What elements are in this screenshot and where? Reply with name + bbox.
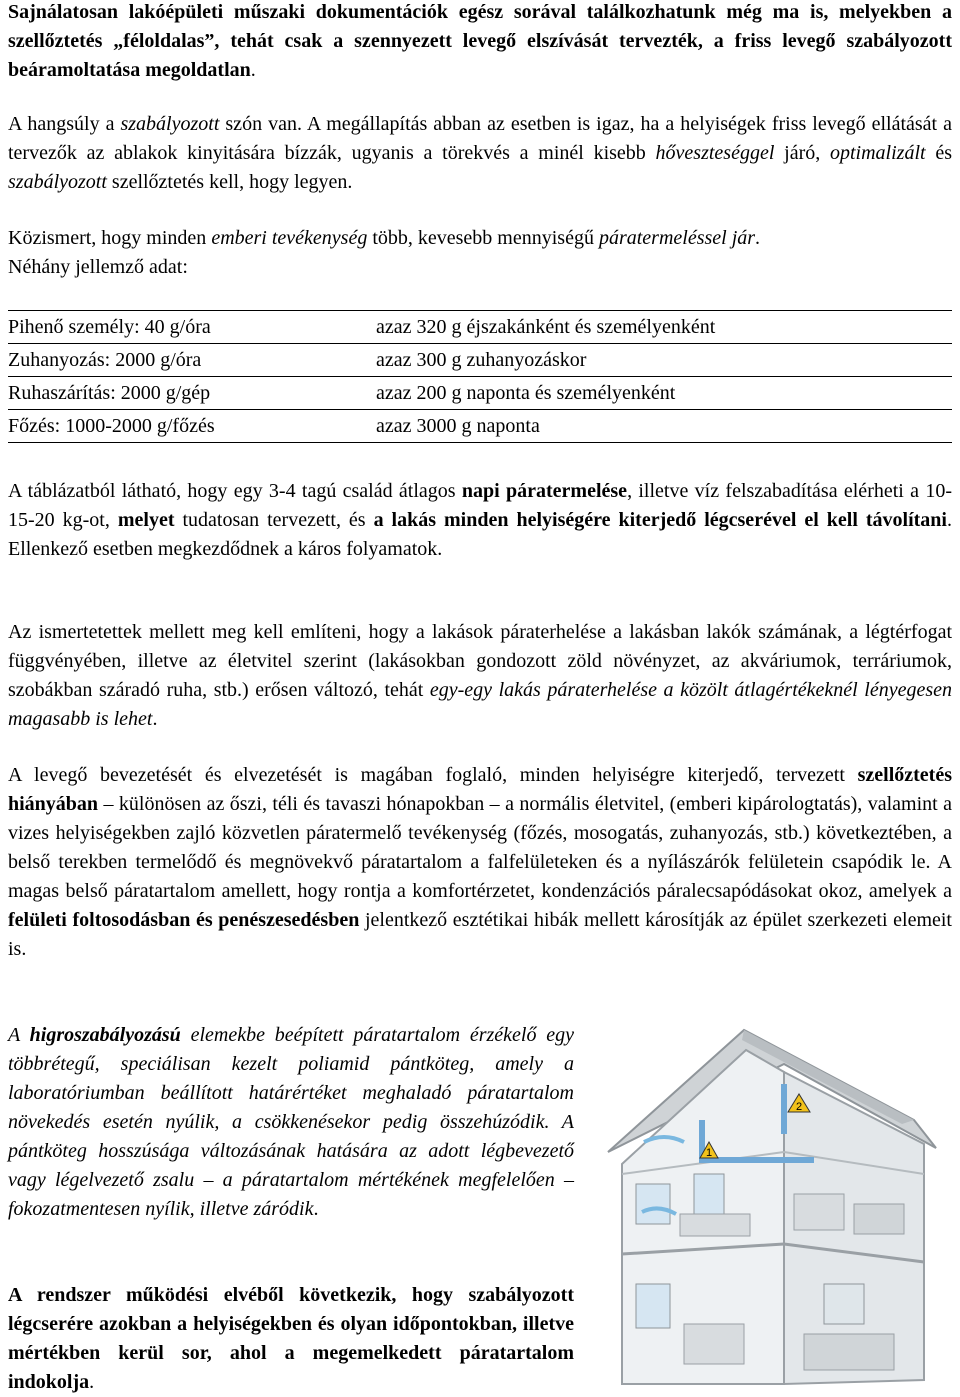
table-cell: Főzés: 1000-2000 g/főzés — [8, 410, 376, 443]
table-row — [8, 311, 952, 344]
marker-1-label: 1 — [705, 1147, 713, 1159]
house-ventilation-illustration — [584, 1024, 952, 1390]
table-summary-paragraph: A táblázatból látható, hogy egy 3-4 tagú család átlagos napi páratermelése, illetve víz felszabadítása elérheti a 10-15-20 kg-ot, melyet tudatosan tervezett, és a lakás minden helyiségére kiterjedő légcserével el kell távolítani. Ellenkező esetben megkezdődnek a káros folyamatok. — [8, 480, 952, 560]
table-cell: Pihenő személy: 40 g/óra — [8, 311, 376, 344]
moisture-paragraph: Közismert, hogy minden emberi tevékenység több, kevesebb mennyiségű páratermeléssel jár. Néhány jellemző adat: — [8, 227, 761, 278]
load-paragraph: Az ismertetettek mellett meg kell említeni, hogy a lakások páraterhelése a lakásban lakók számának, a légtérfogat függvényében, illetve az életvitel szerint (lakásokban gondozott zöld növényzet, az akváriumok, terráriumok, szobákban száradó ruha, stb.) erősen változó, tehát egy-egy lakás páraterhelése a közölt átlagértékeknél lényegesen magasabb is lehet. — [8, 621, 952, 730]
table-cell: azaz 300 g zuhanyozáskor — [376, 344, 952, 377]
marker-2-label: 2 — [795, 1101, 803, 1113]
table-cell: azaz 320 g éjszakánként és személyenként — [376, 311, 952, 344]
table-row — [8, 344, 952, 377]
emphasis-paragraph: A hangsúly a szabályozott szón van. A megállapítás abban az esetben is igaz, ha a helyiségek friss levegő ellátását a tervezők az ablakok kinyitására bízzák, ugyanis a törekvés a minél kisebb hőveszteséggel járó, optimalizált és szabályozott szellőztetés kell, hogy legyen. — [8, 113, 953, 193]
moisture-table — [8, 310, 952, 443]
ventilation-paragraph: A levegő bevezetését és elvezetését is magában foglaló, minden helyiségre kiterjedő, tervezett szellőztetés hiányában – különösen az őszi, téli és tavaszi hónapokban – a normális életvitel, (emberi kipárologtatás), valamint a vizes helyiségekben zajló közvetlen páratermelő tevékenység (főzés, mosogatás, zuhanyozás, stb.) következtében, a belső terekben termelődő és megnövekvő páratartalom a falfelületeken és a nyílászárók felületein csapódik le. A magas belső páratartalom amellett, hogy rontja a komfortérzetet, kondenzációs páralecsapódásokat okoz, amelyek a felületi foltosodásban és penészesedésben jelentkező esztétikai hibák mellett károsítják az épület szerkezeti elemeit is. — [8, 764, 952, 960]
table-cell: azaz 3000 g naponta — [376, 410, 952, 443]
table-cell: azaz 200 g naponta és személyenként — [376, 377, 952, 410]
table-row — [8, 410, 952, 443]
intro-paragraph: Sajnálatosan lakóépületi műszaki dokumentációk egész sorával találkozhatunk még ma is, melyekben a szellőztetés „féloldalas”, tehát csak a szennyezett levegő elszívását tervezték, a friss levegő szabályozott beáramoltatása megoldatlan. — [8, 1, 952, 81]
table-cell: Ruhaszárítás: 2000 g/gép — [8, 377, 376, 410]
table-row — [8, 377, 952, 410]
hygro-paragraph: A higroszabályozású elemekbe beépített páratartalom érzékelő egy többrétegű, speciálisan kezelt poliamid pántköteg, amely a laboratóriumban beállított határértéket meghaladó páratartalom növekedés esetén nyúlik, a csökkenésekor pedig összehúzódik. A pántköteg hosszúsága változásának hatására az adott légbevezető vagy légelvezető zsalu – a páratartalom mértékének megfelelően – fokozatmentesen nyílik, illetve záródik. — [8, 1024, 574, 1220]
system-principle-paragraph: A rendszer működési elvéből következik, hogy szabályozott légcserére azokban a helyiségekben és olyan időpontokban, illetve mértékben kerül sor, ahol a megemelkedett páratartalom indokolja. — [8, 1284, 574, 1393]
table-cell: Zuhanyozás: 2000 g/óra — [8, 344, 376, 377]
